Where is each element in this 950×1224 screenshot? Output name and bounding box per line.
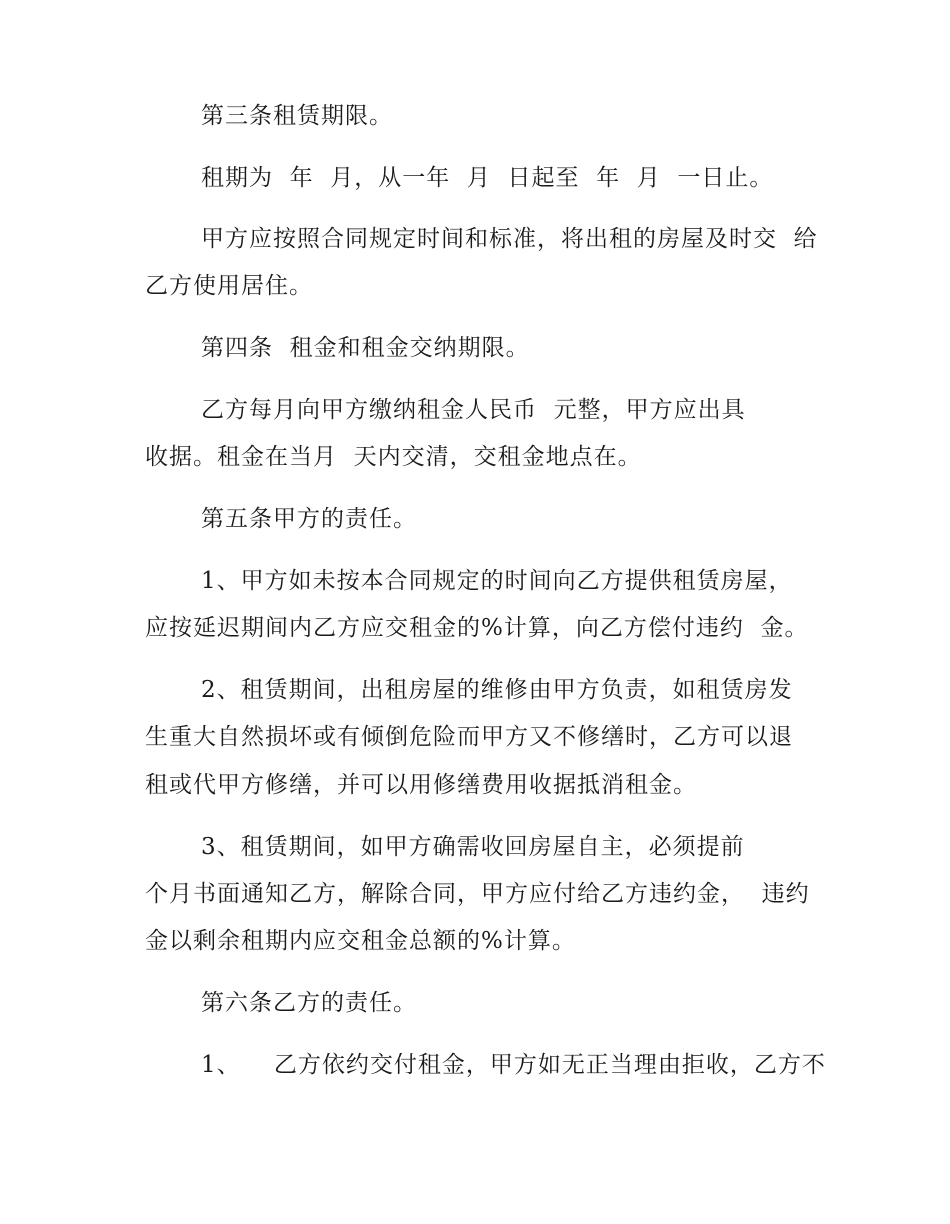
delivery-line-2: 乙方使用居住。 (145, 273, 313, 299)
clause-5-2-line-2: 生重大自然损坏或有倾倒危险而甲方又不修缮时，乙方可以退 (145, 724, 793, 750)
article-5-heading: 第五条甲方的责任。 (201, 506, 417, 532)
clause-5-3-line-2: 个月书面通知乙方，解除合同，甲方应付给乙方违约金， 违约 (145, 881, 810, 907)
delivery-line-1: 甲方应按照合同规定时间和标准，将出租的房屋及时交 给 (201, 226, 818, 252)
lease-term-line: 租期为 年 月，从一年 月 日起至 年 月 一日止。 (201, 165, 774, 191)
article-4-heading: 第四条 租金和租金交纳期限。 (201, 335, 530, 361)
clause-5-3-line-3: 金以剩余租期内应交租金总额的%计算。 (145, 928, 576, 954)
clause-5-3-line-1: 3、租赁期间，如甲方确需收回房屋自主，必须提前 (201, 834, 745, 860)
rent-line-1: 乙方每月向甲方缴纳租金人民币 元整，甲方应出具 (201, 397, 746, 423)
clause-5-1-line-2: 应按延迟期间内乙方应交租金的%计算，向乙方偿付违约 金。 (145, 615, 809, 641)
article-6-heading: 第六条乙方的责任。 (201, 990, 417, 1016)
article-3-heading: 第三条租赁期限。 (201, 103, 393, 129)
clause-5-2-line-1: 2、租赁期间，出租房屋的维修由甲方负责，如租赁房发 (201, 677, 793, 703)
rent-line-2: 收据。租金在当月 天内交清，交租金地点在。 (145, 444, 642, 470)
clause-6-1-line-1: 1、 乙方依约交付租金，甲方如无正当理由拒收，乙方不 (201, 1052, 826, 1078)
clause-5-2-line-3: 租或代甲方修缮，并可以用修缮费用收据抵消租金。 (145, 772, 697, 798)
clause-5-1-line-1: 1、甲方如未按本合同规定的时间向乙方提供租赁房屋， (201, 568, 793, 594)
